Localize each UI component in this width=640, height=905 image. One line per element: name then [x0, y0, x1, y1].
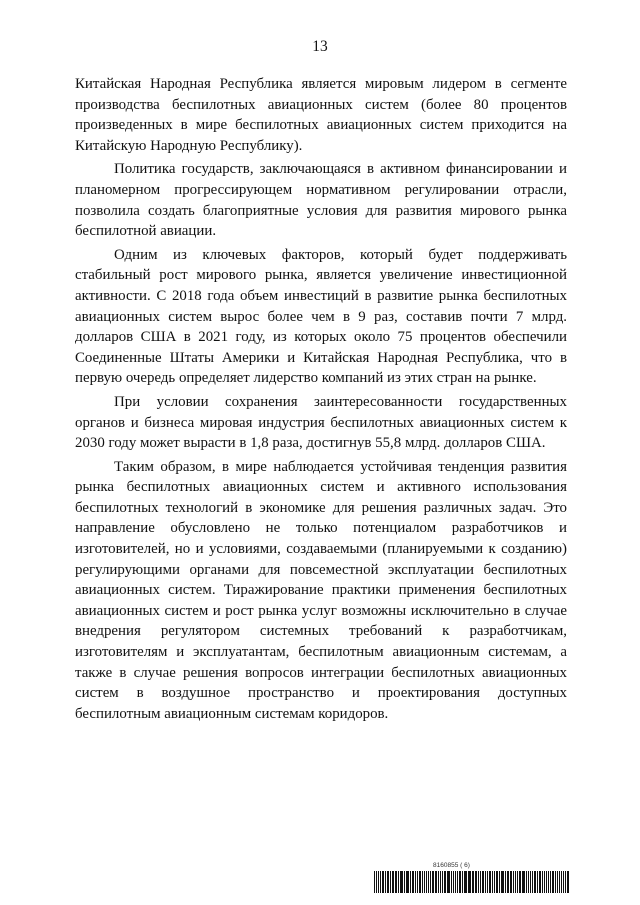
barcode-bar: [426, 871, 427, 893]
barcode-bar: [565, 871, 566, 893]
barcode-bar: [505, 871, 506, 893]
barcode-bar: [453, 871, 454, 893]
barcode-bar: [542, 871, 543, 893]
barcode-bar: [387, 871, 389, 893]
barcode-bar: [472, 871, 474, 893]
paragraph-market-forecast: При условии сохранения заинтересованности государственных органов и бизнеса мировая индустрия беспилотных авиационных систем к 2030 году может вырасти в 1,8 раза, достигнув 55,8 млрд. долларов США.: [75, 393, 567, 452]
barcode-bar: [501, 871, 504, 893]
barcode-bar: [459, 871, 461, 893]
barcode-bar: [412, 871, 414, 893]
barcode-bar: [544, 871, 545, 893]
barcode-bar: [510, 871, 512, 893]
barcode-bar: [507, 871, 509, 893]
barcode-bar: [550, 871, 551, 893]
barcode-bar: [537, 871, 538, 893]
barcode-bars: [374, 871, 570, 893]
barcode-bar: [482, 871, 484, 893]
barcode-bar: [559, 871, 560, 893]
barcode-bar: [567, 871, 569, 893]
barcode-bar: [440, 871, 441, 893]
barcode-bar: [480, 871, 481, 893]
barcode-bar: [457, 871, 458, 893]
barcode-bar: [378, 871, 379, 893]
barcode-bar: [415, 871, 416, 893]
barcode-bar: [432, 871, 434, 893]
barcode-bar: [462, 871, 463, 893]
barcode-bar: [561, 871, 562, 893]
barcode-bar: [557, 871, 558, 893]
barcode-bar: [398, 871, 399, 893]
paragraph-investment-growth: Одним из ключевых факторов, который будет поддерживать стабильный рост мирового рынка, является увеличение инвестиционной активности. С 2018 года объем инвестиций в развитие рынка беспилотных авиационных систем вырос более чем в 9 раз, составив почти 7 млрд. долларов США в 2021 году, из которых около 75 процентов обеспечили Соединенные Штаты Америки и Китайская Народная Республика, что в первую очередь определяет лидерство компаний из этих стран на рынке.: [75, 246, 567, 387]
barcode-bar: [528, 871, 529, 893]
barcode-bar: [478, 871, 479, 893]
barcode-bar: [548, 871, 549, 893]
barcode-bar: [382, 871, 384, 893]
barcode-bar: [451, 871, 452, 893]
barcode-bar: [475, 871, 477, 893]
barcode-bar: [563, 871, 564, 893]
barcode-bar: [492, 871, 493, 893]
barcode-bar: [522, 871, 525, 893]
barcode-bar: [392, 871, 394, 893]
barcode-bar: [455, 871, 456, 893]
barcode-bar: [526, 871, 527, 893]
barcode-bar: [385, 871, 386, 893]
barcode-bar: [410, 871, 411, 893]
barcode-bar: [519, 871, 521, 893]
barcode-bar: [400, 871, 403, 893]
barcode-bar: [530, 871, 531, 893]
barcode-bar: [513, 871, 514, 893]
paragraph-china-leadership: Китайская Народная Республика является мировым лидером в сегменте производства беспилотных авиационных систем (более 80 процентов произведенных в мире беспилотных авиационных систем приходится на Китайскую Народную Республику).: [75, 76, 567, 154]
barcode-bar: [404, 871, 405, 893]
barcode-bar: [499, 871, 500, 893]
barcode-bar: [494, 871, 495, 893]
barcode-bar: [464, 871, 467, 893]
barcode-bar: [380, 871, 381, 893]
barcode-bar: [489, 871, 491, 893]
barcode-bar: [496, 871, 498, 893]
barcode-bar: [534, 871, 536, 893]
barcode-bar: [428, 871, 429, 893]
page-number: 13: [312, 38, 328, 55]
body-text: [75, 74, 567, 727]
barcode-bar: [376, 871, 377, 893]
barcode-bar: [430, 871, 431, 893]
barcode-bar: [390, 871, 391, 893]
barcode-bar: [374, 871, 375, 893]
barcode-bar: [555, 871, 556, 893]
barcode-bar: [424, 871, 425, 893]
barcode-bar: [438, 871, 439, 893]
barcode-bar: [539, 871, 541, 893]
barcode-bar: [532, 871, 533, 893]
barcode-bar: [395, 871, 397, 893]
barcode-bar: [419, 871, 421, 893]
barcode-bar: [546, 871, 547, 893]
paragraph-conclusion: Таким образом, в мире наблюдается устойчивая тенденция развития рынка беспилотных авиационных систем и активного использования беспилотных технологий в экономике для решения различных задач. Это направление обусловлено не только потенциалом разработчиков и изготовителей, но и условиями, создаваемыми (планируемыми к созданию) регулирующими органами для повсеместной эксплуатации беспилотных авиационных систем. Тиражирование практики применения беспилотных авиационных систем и рост рынка услуг возможны исключительно в случае внедрения регулятором системных требований к разработчикам, изготовителям и эксплуатантам, беспилотным авиационным системам, а также в случае решения вопросов интеграции беспилотных авиационных систем в воздушное пространство и проектирования доступных беспилотным авиационным системам коридоров.: [75, 458, 567, 722]
barcode-bar: [447, 871, 450, 893]
barcode-bar: [517, 871, 518, 893]
barcode-bar: [435, 871, 437, 893]
barcode-bar: [487, 871, 488, 893]
barcode-caption: 8160855 ( 6): [433, 862, 470, 869]
barcode-bar: [552, 871, 554, 893]
paragraph-state-policy: Политика государств, заключающаяся в активном финансировании и планомерном прогрессирующем нормативном регулировании отрасли, позволила создать благоприятные условия для развития мирового рынка беспилотной авиации.: [75, 161, 567, 240]
barcode-bar: [422, 871, 423, 893]
barcode-bar: [406, 871, 409, 893]
barcode-bar: [417, 871, 418, 893]
barcode-bar: [442, 871, 443, 893]
barcode-bar: [444, 871, 446, 893]
barcode: [374, 862, 570, 892]
barcode-bar: [485, 871, 486, 893]
barcode-bar: [515, 871, 516, 893]
barcode-bar: [468, 871, 471, 893]
